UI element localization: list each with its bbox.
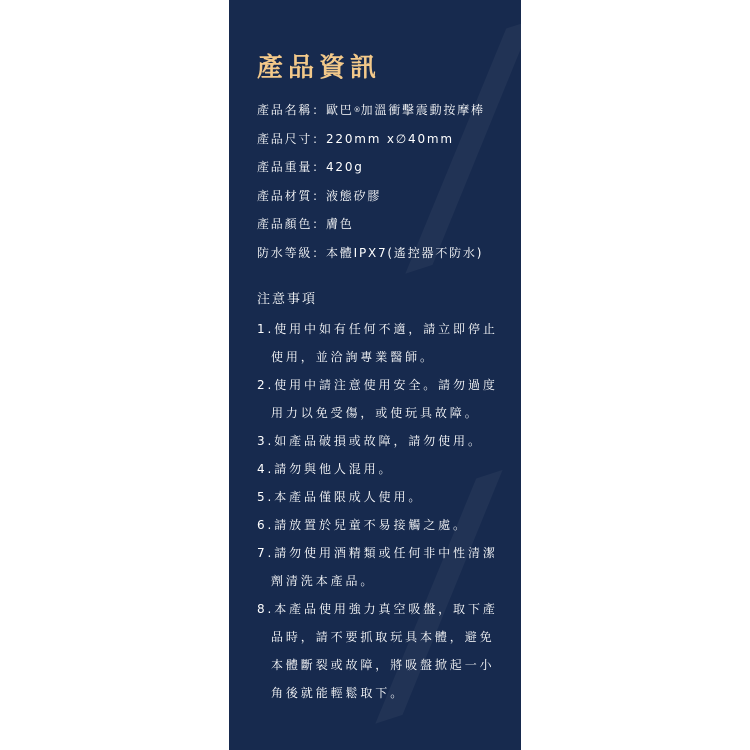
note-item-5 [257,483,498,511]
note-item-1 [257,315,498,371]
notes-list [257,315,498,707]
note-line: 4.請勿與他人混用。 [257,462,394,476]
note-item-3 [257,427,498,455]
note-line: 2.使用中請注意使用安全。請勿過度 [257,378,498,392]
note-line: 本體斷裂或故障，將吸盤掀起一小 [271,658,495,672]
note-line: 用力以免受傷，或使玩具故障。 [271,406,480,420]
note-line: 使用，並洽詢專業醫師。 [271,350,435,364]
note-line: 品時，請不要抓取玩具本體，避免 [271,630,495,644]
spec-list [257,96,485,267]
note-line: 3.如產品破損或故障，請勿使用。 [257,434,483,448]
note-line: 7.請勿使用酒精類或任何非中性清潔 [257,546,498,560]
product-info-panel [229,0,521,750]
spec-row-size: 產品尺寸：220mm x∅40mm [257,131,454,146]
note-line: 角後就能輕鬆取下。 [271,686,406,700]
spec-text: 產品名稱：歐巴 [257,103,354,117]
spec-text: 加溫衝擊震動按摩棒 [360,103,485,117]
spec-row-color: 產品顏色：膚色 [257,217,354,231]
note-item-4 [257,455,498,483]
note-item-7 [257,539,498,595]
spec-row-weight: 產品重量：420g [257,160,364,174]
note-item-6 [257,511,498,539]
note-item-2 [257,371,498,427]
notes-heading: 注意事項 [257,292,318,307]
note-item-8 [257,595,498,707]
spec-row-waterproof: 防水等級：本體IPX7(遙控器不防水) [257,245,484,260]
note-line: 劑清洗本產品。 [271,574,376,588]
registered-mark: ® [353,106,361,114]
page-title: 產品資訊 [257,53,382,83]
note-line: 1.使用中如有任何不適，請立即停止 [257,322,498,336]
spec-row-material: 產品材質：液態矽膠 [257,188,382,203]
note-line: 5.本產品僅限成人使用。 [257,490,424,504]
note-line: 8.本產品使用強力真空吸盤，取下產 [257,602,498,616]
spec-row-name [257,96,485,125]
note-line: 6.請放置於兒童不易接觸之處。 [257,518,468,532]
